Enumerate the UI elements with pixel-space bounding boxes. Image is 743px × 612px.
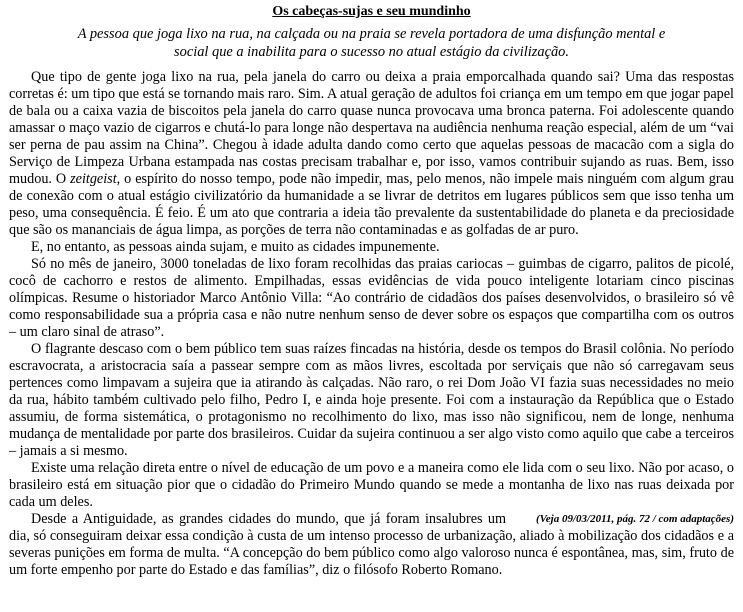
paragraph-1-text-after: , o espírito do nosso tempo, pode não impedir, mas, pelo menos, não impele mais ninguém com algum grau de conexão com o atual estágio civilizatório da humanidade a se livrar de detritos em lugares públicos sem que isso tenha um peso, uma consequência. É feio. É um ato que contraria a ideia tão prevalente da sustentabilidade do planeta e da preciosidade que são os mananciais de água limpa, as porções de terra não contaminadas e as golfadas de ar puro. [9, 171, 734, 238]
paragraph-6 [9, 511, 734, 579]
paragraph-1 [9, 69, 734, 239]
paragraph-3: Só no mês de janeiro, 3000 toneladas de lixo foram recolhidas das praias cariocas – guimbas de cigarro, palitos de picolé, cocô de cachorro e restos de alimento. Empilhadas, essas evidências de vida pouco inteligente lotariam cinco piscinas olímpicas. Resume o historiador Marco Antônio Villa: “Ao contrário de cidadãos dos países desenvolvidos, o brasileiro só vê como responsabilidade sua a própria casa e não nutre nenhum senso de dever sobre os espaços que compartilha com os outros – um claro sinal de atraso”. [9, 256, 734, 340]
paragraph-5: Existe uma relação direta entre o nível de educação de um povo e a maneira como ele lida com o seu lixo. Não por acaso, o brasileiro está em situação pior que o cidadão do Primeiro Mundo quando se mede a montanha de lixo nas ruas deixada por cada um deles. [9, 460, 734, 510]
paragraph-2: E, no entanto, as pessoas ainda sujam, e muito as cidades impunemente. [31, 239, 440, 255]
article-body [9, 69, 734, 579]
article-subtitle: A pessoa que joga lixo na rua, na calçada ou na praia se revela portadora de uma disfunção mental e social que a inabilita para o sucesso no atual estágio da civilização. [77, 26, 666, 60]
paragraph-4: O flagrante descaso com o bem público tem suas raízes fincadas na história, desde os tempos do Brasil colônia. No período escravocrata, a aristocracia saía a passear sempre com as mãos livres, escoltada por serviçais que não só carregavam seus pertences como limpavam a sujeira que ia atirando às calçadas. Não raro, o rei Dom João VI fazia suas necessidades no meio da rua, hábito também cultivado pelo filho, Pedro I, e ainda hoje presente. Foi com a instauração da República que o Estado assumiu, de forma sistemática, o protagonismo no recolhimento do lixo, mas isso não significou, nem de longe, nenhuma mudança de mentalidade por parte dos brasileiros. Cuidar da sujeira continuou a ser algo visto como aquilo que cabe a terceiros – jamais a si mesmo. [9, 341, 734, 459]
article-title: Os cabeças-sujas e seu mundinho [272, 4, 471, 19]
zeitgeist-term: zeitgeist [70, 171, 117, 187]
paragraph-6-text: Desde a Antiguidade, as grandes cidades do mundo, que já foram insalubres um dia, só conseguiram deixar essa condição à custa de um intenso processo de urbanização, aliado à mobilização dos cidadãos e a severas punições em forma de multa. “A concepção do bem público como algo valoroso nunca é espontânea, mas, sim, fruto de um forte empenho por parte do Estado e das famílias”, diz o filósofo Roberto Romano. [9, 511, 734, 578]
source-credit: (Veja 09/03/2011, pág. 72 / com adaptações) [536, 513, 734, 525]
paragraph-1-text-before: Que tipo de gente joga lixo na rua, pela janela do carro ou deixa a praia emporcalhada quando sai? Uma das respostas corretas é: um tipo que está se tornando mais raro. Sim. A atual geração de adultos foi criança em um tempo em que jogar papel de bala ou a caixa vazia de biscoitos pela janela do carro quase nunca provocava uma bronca paterna. Foi adolescente quando amassar o maço vazio de cigarros e chutá-lo para longe não despertava na audiência nenhuma reação especial, além de um “vai ser perna de pau assim na China”. Chegou à idade adulta dando como certo que aquelas pessoas de macacão com a sigla do Serviço de Limpeza Urbana estampada nas costas precisam trabalhar e, por isso, vamos contribuir sujando as ruas. Bem, isso mudou. O [9, 69, 734, 187]
